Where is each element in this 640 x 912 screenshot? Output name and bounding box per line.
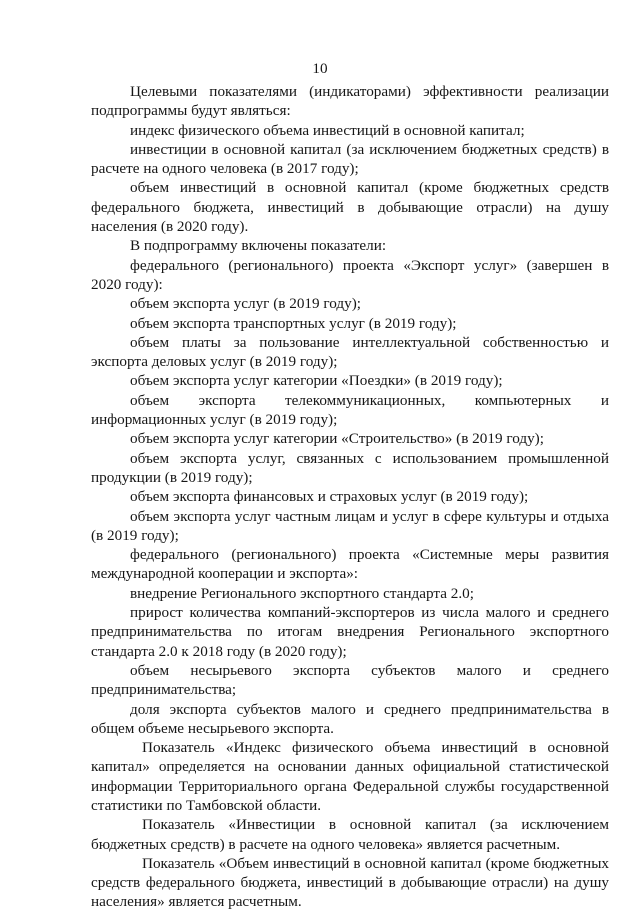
list-item: объем несырьевого экспорта субъектов малого и среднего предпринимательства; [91, 661, 609, 699]
list-item: объем платы за пользование интеллектуальной собственностью и экспорта деловых услуг (в 2019 году); [91, 333, 609, 371]
paragraph-indicator-description: Показатель «Индекс физического объема инвестиций в основной капитал» определяется на основании данных официальной статистической информации Территориального органа Федеральной службы государственной статистики по Тамбовской области. [91, 739, 609, 814]
paragraph-indicator-description: Показатель «Объем инвестиций в основной капитал (кроме бюджетных средств федерального бюджета, инвестиций в добывающие отрасли) на душу населения» является расчетным. [91, 854, 609, 911]
list-item: доля экспорта субъектов малого и среднего предпринимательства в общем объеме несырьевого экспорта. [91, 700, 609, 737]
list-item: объем экспорта телекоммуникационных, компьютерных и информационных услуг (в 2019 году); [91, 391, 609, 429]
list-item: внедрение Регионального экспортного стандарта 2.0; [130, 584, 474, 602]
list-item: федерального (регионального) проекта «Экспорт услуг» (завершен в 2020 году): [91, 256, 609, 293]
page-number: 10 [312, 60, 328, 77]
list-item: объем инвестиций в основной капитал (кроме бюджетных средств федерального бюджета, инвестиций в добывающие отрасли) на душу населения (в 2020 году). [91, 179, 609, 236]
list-item: объем экспорта финансовых и страховых услуг (в 2019 году); [130, 488, 529, 506]
list-item: объем экспорта услуг категории «Поездки» (в 2019 году); [130, 372, 503, 390]
list-item: объем экспорта услуг (в 2019 году); [130, 295, 362, 313]
paragraph-target-indicators: Целевыми показателями (индикаторами) эффективности реализации подпрограммы будут являться: [91, 83, 609, 120]
list-item: инвестиции в основной капитал (за исключением бюджетных средств) в расчете на одного человека (в 2017 году); [91, 140, 609, 178]
document-body [91, 82, 609, 912]
list-item: прирост количества компаний-экспортеров из числа малого и среднего предпринимательства по итогам внедрения Регионального экспортного стандарта 2.0 к 2018 году (в 2020 году); [91, 604, 609, 660]
list-item: федерального (регионального) проекта «Системные меры развития международной кооперации и экспорта»: [91, 546, 609, 583]
list-item: объем экспорта услуг, связанных с использованием промышленной продукции (в 2019 году); [91, 449, 609, 486]
list-item: объем экспорта услуг категории «Строительство» (в 2019 году); [130, 430, 544, 448]
paragraph-indicator-description: Показатель «Инвестиции в основной капитал (за исключением бюджетных средств) в расчете на одного человека» является расчетным. [91, 816, 609, 853]
list-item: объем экспорта транспортных услуг (в 2019 году); [130, 314, 457, 332]
list-item: объем экспорта услуг частным лицам и услуг в сфере культуры и отдыха (в 2019 году); [91, 507, 609, 544]
paragraph-included-indicators: В подпрограмму включены показатели: [130, 237, 387, 255]
list-item: индекс физического объема инвестиций в основной капитал; [130, 121, 525, 139]
